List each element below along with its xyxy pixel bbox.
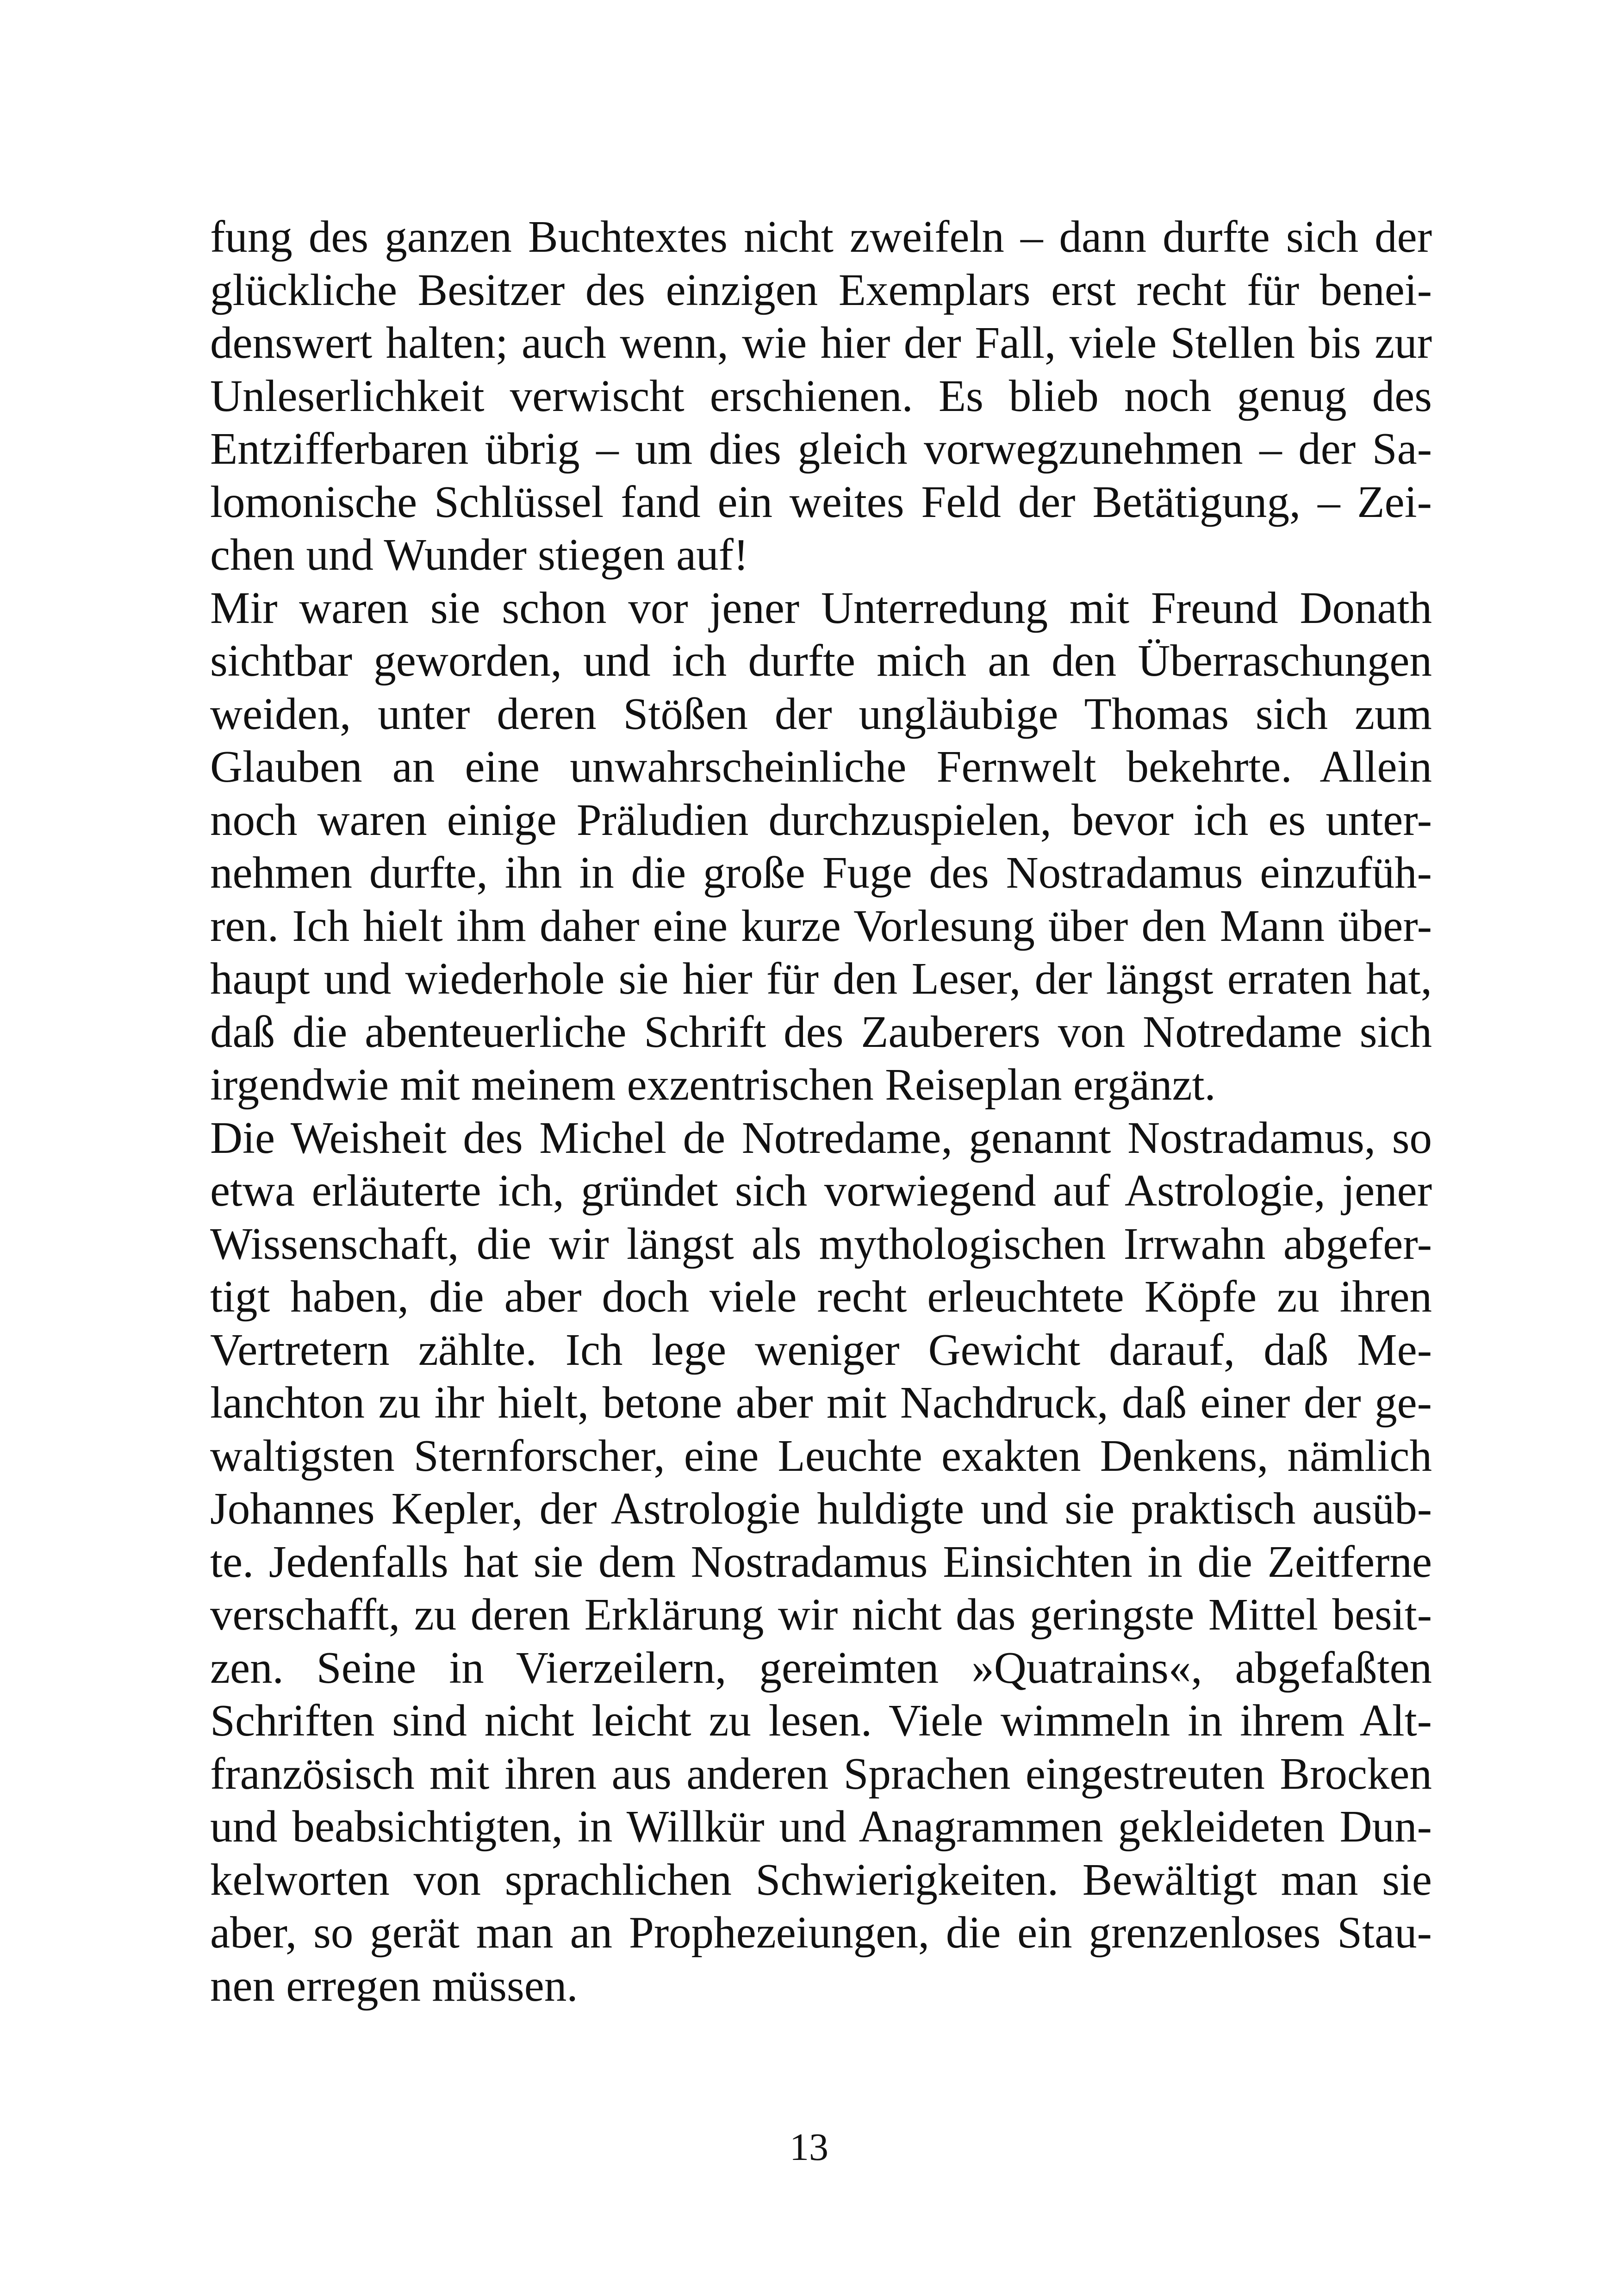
text-line: Entzifferbaren übrig – um dies gleich vorwegzunehmen – der Sa- [210,424,1432,473]
text-line: irgendwie mit meinem exzentrischen Reiseplan ergänzt. [210,1060,1216,1109]
text-line: verschafft, zu deren Erklärung wir nicht das geringste Mittel besit- [210,1590,1432,1639]
text-line: weiden, unter deren Stößen der ungläubige Thomas sich zum [210,689,1432,739]
text-line: Vertretern zählte. Ich lege weniger Gewicht darauf, daß Me- [210,1325,1432,1375]
text-line: ren. Ich hielt ihm daher eine kurze Vorlesung über den Mann über- [210,901,1432,951]
text-line: nen erregen müssen. [210,1960,578,2010]
text-line: nehmen durfte, ihn in die große Fuge des Nostradamus einzufüh- [210,848,1432,897]
text-line: sichtbar geworden, und ich durfte mich an den Überraschungen [210,636,1432,685]
text-line: kelworten von sprachlichen Schwierigkeiten. Bewältigt man sie [210,1854,1432,1904]
text-line: aber, so gerät man an Prophezeiungen, die ein grenzenloses Stau- [210,1908,1432,1957]
text-line: etwa erläuterte ich, gründet sich vorwiegend auf Astrologie, jener [210,1166,1432,1215]
text-line: Unleserlichkeit verwischt erschienen. Es blieb noch genug des [210,371,1432,421]
text-line: noch waren einige Präludien durchzuspielen, bevor ich es unter- [210,795,1432,845]
page-number: 13 [790,2126,828,2169]
text-line: tigt haben, die aber doch viele recht erleuchtete Köpfe zu ihren [210,1272,1432,1321]
text-line: lanchton zu ihr hielt, betone aber mit Nachdruck, daß einer der ge- [210,1378,1432,1427]
text-line: te. Jedenfalls hat sie dem Nostradamus Einsichten in die Zeitferne [210,1537,1432,1587]
text-line: haupt und wiederhole sie hier für den Leser, der längst erraten hat, [210,954,1432,1003]
text-line: glückliche Besitzer des einzigen Exemplars erst recht für benei- [210,265,1432,315]
body-text [210,211,1432,2012]
text-line: daß die abenteuerliche Schrift des Zauberers von Notredame sich [210,1007,1432,1057]
text-line: fung des ganzen Buchtextes nicht zweifeln – dann durfte sich der [210,212,1432,261]
text-line: denswert halten; auch wenn, wie hier der Fall, viele Stellen bis zur [210,318,1432,367]
text-line: Mir waren sie schon vor jener Unterredung mit Freund Donath [210,583,1432,633]
text-line: chen und Wunder stiegen auf! [210,530,749,579]
text-line: Glauben an eine unwahrscheinliche Fernwelt bekehrte. Allein [210,742,1432,791]
text-line: Wissenschaft, die wir längst als mythologischen Irrwahn abgefer- [210,1219,1432,1269]
text-line: waltigsten Sternforscher, eine Leuchte exakten Denkens, nämlich [210,1431,1432,1481]
text-line: lomonische Schlüssel fand ein weites Feld der Betätigung, – Zei- [210,477,1432,527]
text-line: französisch mit ihren aus anderen Sprachen eingestreuten Brocken [210,1748,1432,1798]
text-line: Die Weisheit des Michel de Notredame, genannt Nostradamus, so [210,1113,1432,1163]
text-line: und beabsichtigten, in Willkür und Anagrammen gekleideten Dun- [210,1802,1432,1851]
text-line: zen. Seine in Vierzeilern, gereimten »Quatrains«, abgefaßten [210,1643,1432,1692]
text-line: Schriften sind nicht leicht zu lesen. Viele wimmeln in ihrem Alt- [210,1696,1432,1745]
text-line: Johannes Kepler, der Astrologie huldigte und sie praktisch ausüb- [210,1484,1432,1533]
